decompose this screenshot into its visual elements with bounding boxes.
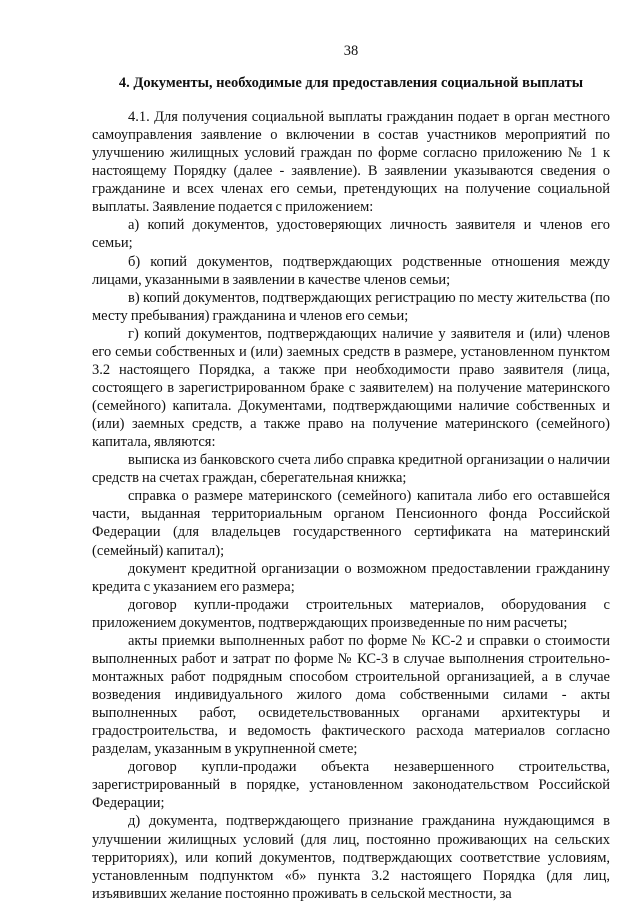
section-title: 4. Документы, необходимые для предоставления социальной выплаты <box>118 75 584 91</box>
paragraph-credit-document: документ кредитной организации о возможном предоставлении гражданину кредита с указанием его размера; <box>92 560 610 595</box>
paragraph-materials-contract: договор купли-продажи строительных материалов, оборудования с приложением документов, подтверждающих произведенные по ним расчеты; <box>92 596 610 631</box>
paragraph-unfinished-construction: договор купли-продажи объекта незавершенного строительства, зарегистрированный в порядке, установленном законодательством Российской Федерации; <box>92 759 610 812</box>
paragraph-item-d: д) документа, подтверждающего признание гражданина нуждающимся в улучшении жилищных условий (для лиц, постоянно проживающих на сельских территориях), или копий документов, подтверждающих соответствие условиям, установленным подпунктом «б» пункта 3.2 настоящего Порядка (для лиц, изъявивших желание постоянно проживать в сельской местности, за <box>92 813 610 902</box>
paragraph-item-g: г) копий документов, подтверждающих наличие у заявителя и (или) членов его семьи собственных и (или) заемных средств в размере, установленном пунктом 3.2 настоящего Порядка, а также при необходимости право заявителя (лица, состоящего в зарегистрированном браке с заявителем) на получение материнского (семейного) капитала. Документами, подтверждающими наличие собственных и (или) заемных средств, а также право на получение материнского (семейного) капитала, являются: <box>92 325 610 451</box>
paragraph-item-a: а) копий документов, удостоверяющих личность заявителя и членов его семьи; <box>92 217 610 252</box>
paragraph-acceptance-acts: акты приемки выполненных работ по форме № КС-2 и справки о стоимости выполненных работ и затрат по форме № КС-3 в случае выполнения строительно-монтажных работ подрядным способом строительной организацией, а в случае возведения индивидуального жилого дома собственными силами - акты выполненных работ, освидетельствованных органами архитектуры и градостроительства, и ведомость фактического расхода материалов согласно разделам, указанным в укрупненной смете; <box>92 632 610 758</box>
paragraph-maternity-capital: справка о размере материнского (семейного) капитала либо его оставшейся части, выданная территориальным органом Пенсионного фонда Российской Федерации (для владельцев государственного сертификата на материнский (семейный) капитал); <box>92 488 610 559</box>
paragraph-bank-statement: выписка из банковского счета либо справка кредитной организации о наличии средств на счетах граждан, сберегательная книжка; <box>92 452 610 487</box>
paragraph-item-v: в) копий документов, подтверждающих регистрацию по месту жительства (по месту пребывания) гражданина и членов его семьи; <box>92 289 610 324</box>
document-body <box>92 108 610 903</box>
page-number: 38 <box>343 43 359 59</box>
paragraph-item-b: б) копий документов, подтверждающих родственные отношения между лицами, указанными в заявлении в качестве членов семьи; <box>92 253 610 288</box>
paragraph-4-1: 4.1. Для получения социальной выплаты гражданин подает в орган местного самоуправления заявление о включении в состав участников мероприятий по улучшению жилищных условий граждан по форме согласно приложению № 1 к настоящему Порядку (далее - заявление). В заявлении указываются сведения о гражданине и всех членах его семьи, претендующих на получение социальной выплаты. Заявление подается с приложением: <box>92 109 610 216</box>
